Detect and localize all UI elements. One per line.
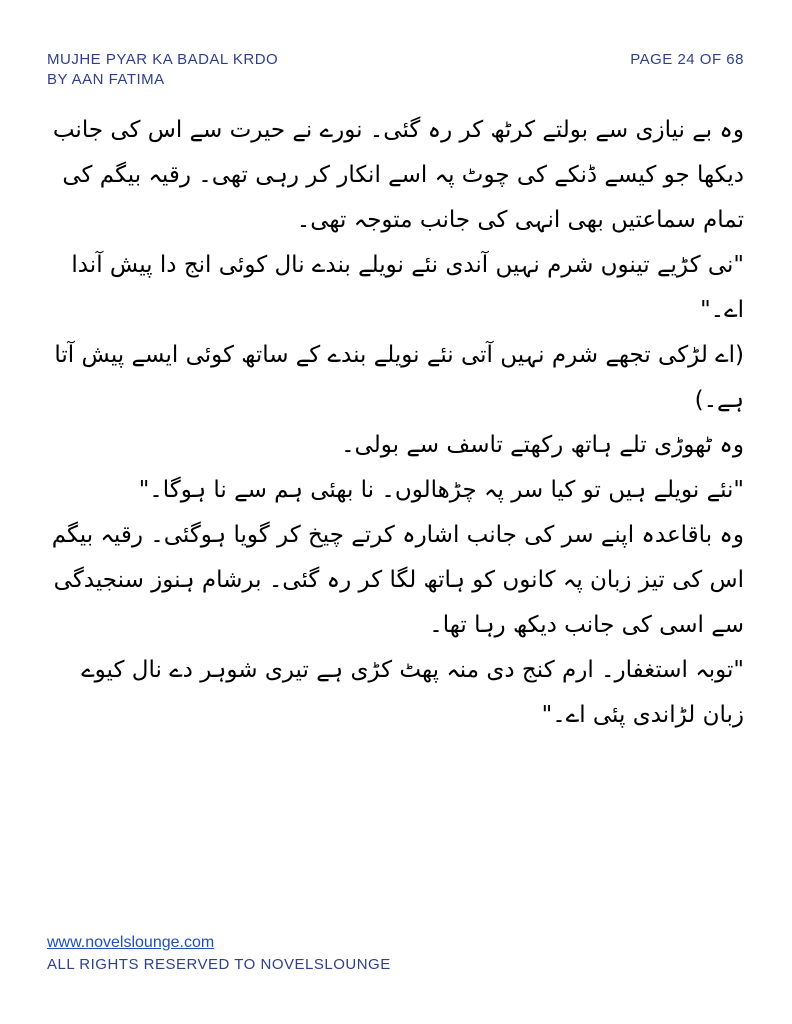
paragraph: "نی کڑیے تینوں شرم نہیں آندی نئے نویلے بندے نال کوئی انج دا پیش آندا اے۔" [71,252,744,323]
rights-notice: ALL RIGHTS RESERVED TO NOVELSLOUNGE [47,956,391,973]
paragraph: وہ باقاعدہ اپنے سر کی جانب اشارہ کرتے چیخ کر گویا ہوگئی۔ رقیہ بیگم اس کی تیز زبان پہ کانوں کو ہاتھ لگا کر رہ گئی۔ برشام ہنوز سنجیدگی سے اسی کی جانب دیکھ رہا تھا۔ [51,522,744,638]
page-number: PAGE 24 OF 68 [630,51,744,68]
paragraph: "توبہ استغفار۔ ارم کنج دی منہ پھٹ کڑی ہے تیری شوہر دے نال کیوے زبان لڑاندی پئی اے۔" [81,657,744,728]
website-link[interactable]: www.novelslounge.com [47,934,215,951]
paragraph: وہ ٹھوڑی تلے ہاتھ رکھتے تاسف سے بولی۔ [341,432,744,458]
story-body [48,108,744,738]
footer [47,932,391,976]
paragraph: (اے لڑکی تجھے شرم نہیں آتی نئے نویلے بندے کے ساتھ کوئی ایسے پیش آتا ہے۔) [54,342,744,413]
novel-author: BY AAN FATIMA [47,71,165,88]
paragraph: "نئے نویلے ہیں تو کیا سر پہ چڑھالوں۔ نا بھئی ہم سے نا ہوگا۔" [138,477,744,503]
novel-title: MUJHE PYAR KA BADAL KRDO [47,51,279,68]
paragraph: وہ بے نیازی سے بولتے کرٹھ کر رہ گئی۔ نورے نے حیرت سے اس کی جانب دیکھا جو کیسے ڈنکے کی چوٹ پہ اسے انکار کر رہی تھی۔ رقیہ بیگم کی تمام سماعتیں بھی انہی کی جانب متوجہ تھی۔ [52,117,744,233]
header-block [47,50,278,90]
